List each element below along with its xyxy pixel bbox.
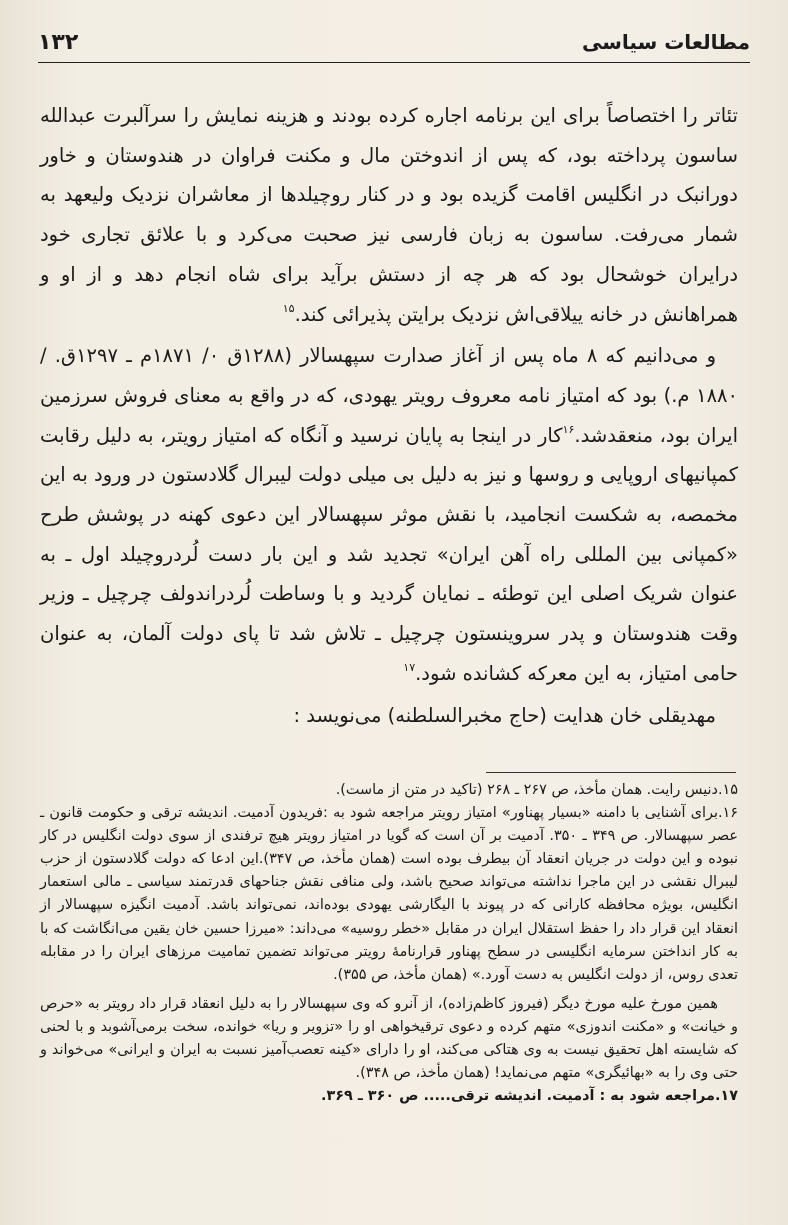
- page-header: [38, 28, 750, 63]
- footnote-ref-17[interactable]: ۱۷: [403, 660, 416, 674]
- paragraph-3: مهدیقلی خان هدایت (حاج مخبرالسلطنه) می‌نویسد :: [293, 703, 716, 727]
- paragraph-1: [40, 96, 738, 334]
- paragraph-2: [40, 336, 738, 693]
- footnote-ref-16[interactable]: ۱۶: [562, 422, 575, 436]
- page-number: ۱۳۲: [38, 30, 79, 55]
- footnote-15: ۱۵.دنیس رایت. همان مأخذ، ص ۲۶۷ ـ ۲۶۸ (تاکید در متن از ماست).: [335, 782, 738, 798]
- paragraph-2-text-b: کار در اینجا به پایان نرسید و آنگاه که امتیاز رویتر، به دلیل رقابت کمپانیهای اروپایی و روسها و نیز به دلیل بی میلی دولت لیبرال گلادستون در ورود به این مخمصه، به شکست انجامید، با نقش موثر سپهسالار این دعوی کهنه در پوشش طرح «کمپانی بین المللی راه آهن ایران» تجدید شد و این بار دست لُردروچیلد اول ـ به عنوان شریک اصلی این توطئه ـ نمایان گردید و با وساطت لُردراندولف چرچیل ـ وزیر وقت هندوستان و پدر سروینستون چرچیل ـ تلاش شد تا پای دولت آلمان، به عنوان حامی امتیاز، به این معرکه کشانده شود.: [40, 423, 738, 685]
- paragraph-2-text-a: و می‌دانیم که ۸ ماه پس از آغاز صدارت سپهسالار (۱۲۸۸ق ۰/ ۱۸۷۱م ـ ۱۲۹۷ق. / ۱۸۸۰ م.) بود که امتیاز نامه معروف رویتر یهودی، که در واقع به معنای فروش سرزمین ایران بود، منعقدشد.: [40, 344, 739, 447]
- footnote-separator: [486, 772, 736, 773]
- footnote-16: ۱۶.برای آشنایی با دامنه «بسیار پهناور» امتیاز رویتر مراجعه شود به :فریدون آدمیت. اندیشه ترقی و حکومت قانون ـ عصر سپهسالار. ص ۳۴۹ ـ ۳۵۰. آدمیت بر آن است که گویا در امتیاز رویتر هیچ ترفندی از سوی دولت انگلیس در کار نبوده و این دولت در جریان انعقاد آن بیطرف بوده است (همان مأخذ، ص ۳۴۷).این ادعا که دولت گلادستون از حزب لیبرال نقشی در این ماجرا نداشته می‌تواند صحیح باشد، ولی منافی نقش جناحهای قدرتمند سیاسی ـ مالی استعمار انگلیس، بویژه محافظه کارانی که در پیوند با الیگارشی یهودی بوده‌اند، نمی‌تواند باشد. آدمیت انگیزه سپهسالار از انعقاد این قرار داد را حفظ استقلال ایران در مقابل «خطر روسیه» می‌داند: «میرزا حسین خان یقین می‌انگاشت که با به کار انداختن سرمایه انگلیسی در سطح پهناور قرارنامهٔ رویتر می‌تواند تضمین تمامیت مرزهای ایران را در مقابله تعدی روس، از دولت انگلیس به دست آورد.» (همان مأخذ، ص ۳۵۵).: [40, 805, 738, 983]
- running-title: مطالعات سیاسی: [582, 30, 750, 54]
- footnote-17: ۱۷.مراجعه شود به : آدمیت. اندیشه ترقی..... ص ۳۶۰ ـ ۳۶۹.: [321, 1088, 738, 1105]
- footnote-16-continued: همین مورخ علیه مورخ دیگر (فیروز کاظم‌زاده)، از آنرو که وی سپهسالار را به دلیل انعقاد قرار داد رویتر به «حرص و خیانت» و «مکنت اندوزی» متهم کرده و دعوی ترقیخواهی او را «تزویر و ریا» خوانده، سخت برمی‌آشوبد و با لحنی که شایسته اهل تحقیق نیست به وی هتاکی می‌کند، او را دارای «کینه تعصب‌آمیز نسبت به ایران و ایرانی» می‌خواند و حتی وی را به «بهائیگری» متهم می‌نماید! (همان مأخذ، ص ۳۴۸).: [40, 995, 738, 1082]
- footnote-ref-15[interactable]: ۱۵: [282, 301, 295, 315]
- main-text: [40, 96, 738, 735]
- paragraph-1-text: تئاتر را اختصاصاً برای این برنامه اجاره کرده بودند و هزینه نمایش را سرآلبرت عبدالله ساسون پرداخته بود، که پس از اندوختن مال و مکنت فراوان در هندوستان و خاور دورانبک در انگلیس اقامت گزیده بود و در کنار روچیلدها از معاشران نزدیک ولیعهد به شمار می‌رفت. ساسون به زبان فارسی نیز صحبت می‌کرد و با علائق تجاری خود درایران خوشحال بود که هر چه از دستش برآید برای شاه انجام دهد و از او و همراهانش در خانه ییلاقی‌اش نزدیک برایتن پذیرائی کند.: [40, 104, 738, 326]
- footnotes: [40, 779, 738, 1108]
